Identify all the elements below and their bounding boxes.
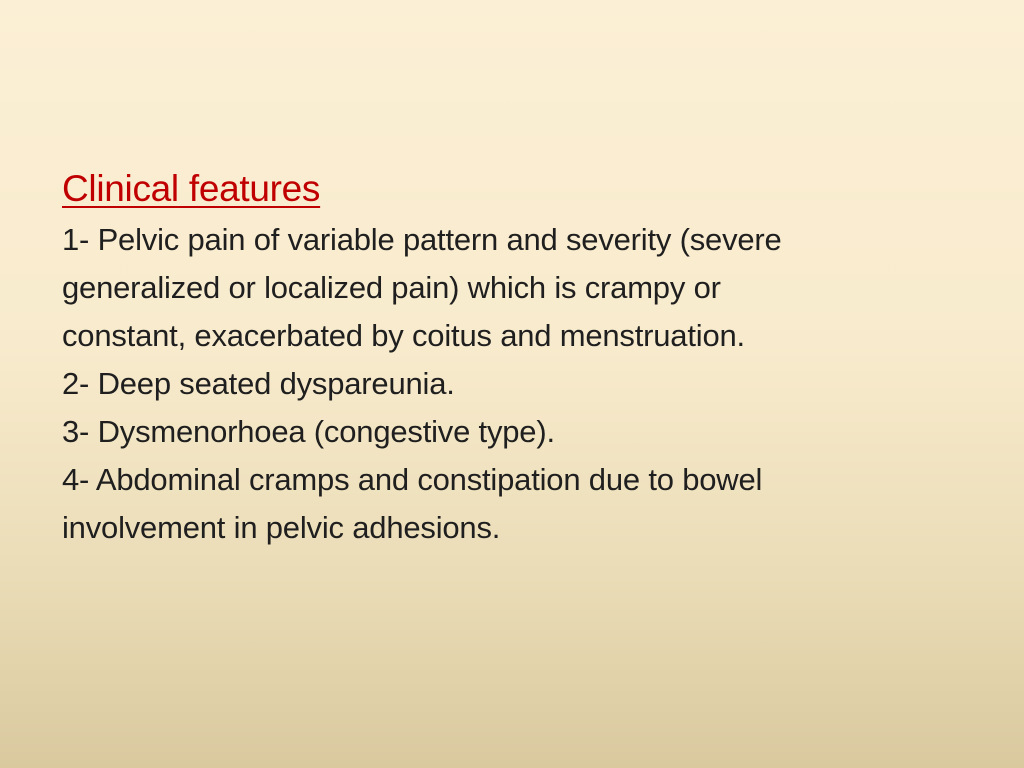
feature-line-5: 3- Dysmenorhoea (congestive type). bbox=[62, 414, 555, 449]
feature-line-4: 2- Deep seated dyspareunia. bbox=[62, 366, 455, 401]
feature-line-2: generalized or localized pain) which is crampy or bbox=[62, 270, 721, 305]
slide-content bbox=[62, 164, 962, 552]
feature-line-6: 4- Abdominal cramps and constipation due to bowel bbox=[62, 462, 763, 497]
feature-line-1: 1- Pelvic pain of variable pattern and severity (severe bbox=[62, 222, 782, 257]
slide-heading: Clinical features bbox=[62, 168, 321, 209]
feature-list bbox=[62, 216, 962, 552]
feature-line-7: involvement in pelvic adhesions. bbox=[62, 510, 501, 545]
feature-line-3: constant, exacerbated by coitus and menstruation. bbox=[62, 318, 745, 353]
